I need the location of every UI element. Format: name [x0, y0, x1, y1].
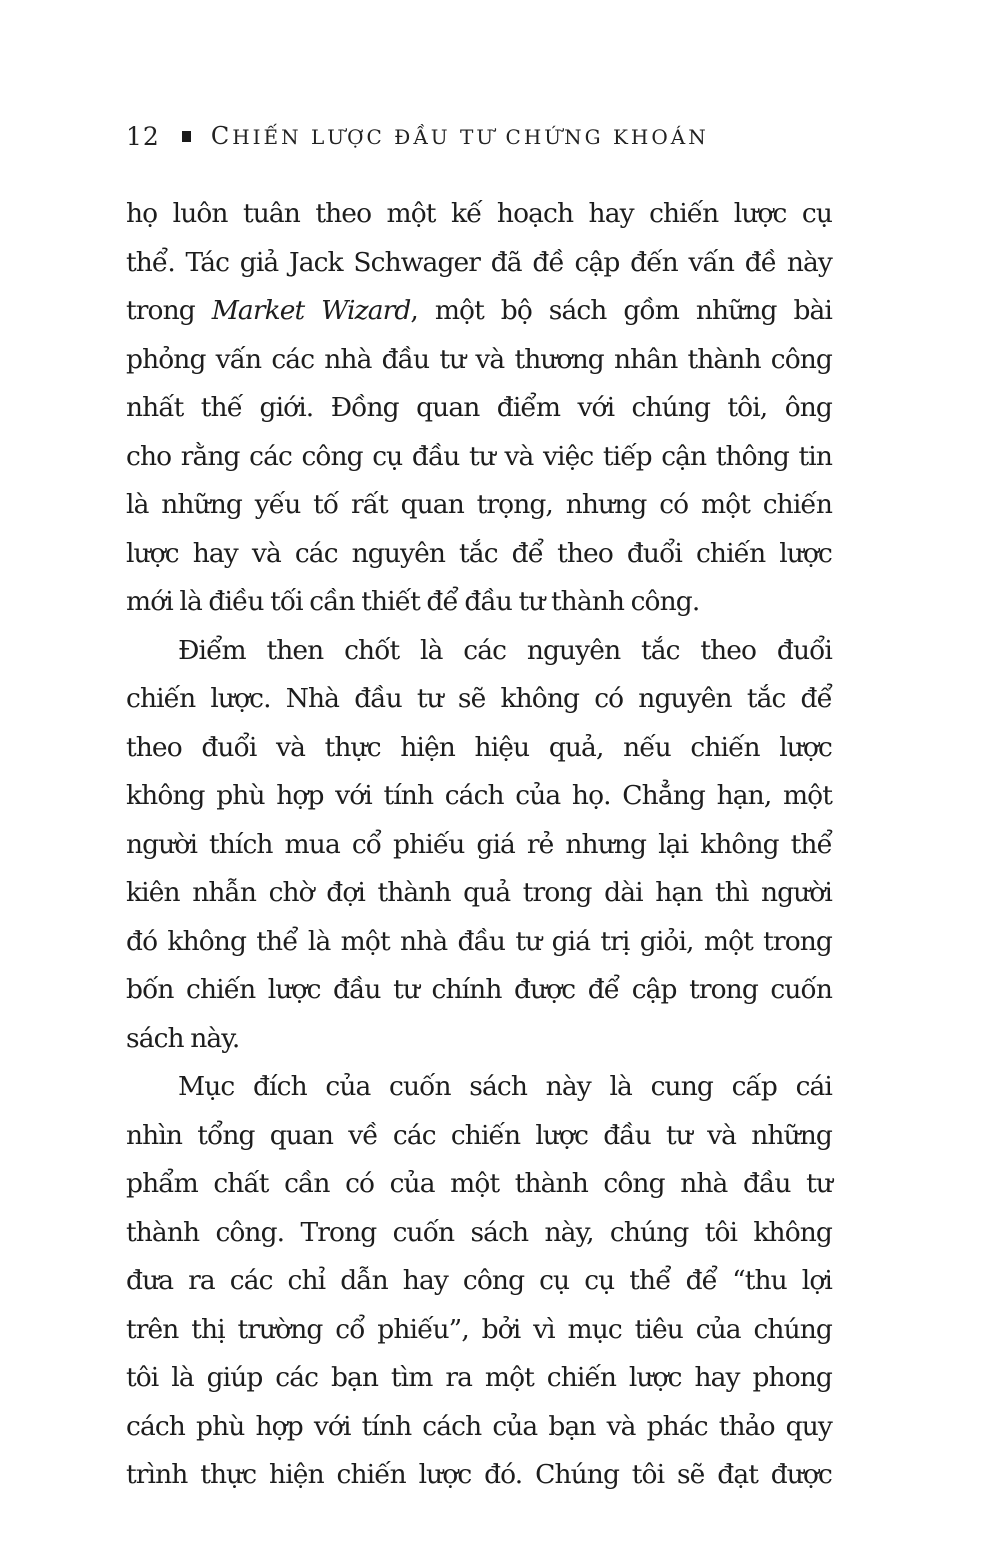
text-line: nhìn tổng quan về các chiến lược đầu tư và những	[126, 1119, 832, 1151]
page-number: 12	[126, 121, 160, 151]
text-line: cho rằng các công cụ đầu tư và việc tiếp cận thông tin	[126, 440, 832, 472]
text-line: lược hay và các nguyên tắc để theo đuổi chiến lược	[126, 537, 832, 569]
body-text	[126, 190, 832, 1500]
paragraph	[126, 1063, 832, 1500]
text-line: nhất thế giới. Đồng quan điểm với chúng tôi, ông	[126, 392, 832, 423]
text-line: phẩm chất cần có của một thành công nhà đầu tư	[126, 1168, 832, 1199]
text-line: tôi là giúp các bạn tìm ra một chiến lược hay phong	[126, 1362, 832, 1393]
text-line: mới là điều tối cần thiết để đầu tư thành công.	[126, 586, 700, 617]
text-line: Điểm then chốt là các nguyên tắc theo đuổi	[178, 634, 832, 666]
text-line: người thích mua cổ phiếu giá rẻ nhưng lại không thể	[126, 828, 832, 860]
text-line: là những yếu tố rất quan trọng, nhưng có một chiến	[126, 489, 832, 520]
text-line: họ luôn tuân theo một kế hoạch hay chiến lược cụ	[126, 198, 832, 229]
text-line: đưa ra các chỉ dẫn hay công cụ cụ thể để “thu lợi	[126, 1265, 832, 1296]
running-head	[126, 120, 709, 152]
text-line: sách này.	[126, 1022, 240, 1054]
book-title-italic: Market Wizard	[211, 295, 411, 326]
running-title: CHIẾN LƯỢC ĐẦU TƯ CHỨNG KHOÁN	[210, 122, 709, 150]
paragraph	[126, 190, 832, 627]
text-line: kiên nhẫn chờ đợi thành quả trong dài hạn thì người	[126, 877, 832, 908]
text-line	[126, 287, 832, 336]
text-line: chiến lược. Nhà đầu tư sẽ không có nguyên tắc để	[126, 683, 832, 714]
text-line: theo đuổi và thực hiện hiệu quả, nếu chiến lược	[126, 731, 832, 763]
text-line: bốn chiến lược đầu tư chính được để cập trong cuốn	[126, 974, 832, 1005]
text-line: không phù hợp với tính cách của họ. Chẳng hạn, một	[126, 780, 832, 811]
text-line: thể. Tác giả Jack Schwager đã đề cập đến vấn đề này	[126, 246, 832, 278]
text-run: trong	[126, 295, 212, 326]
text-line: đó không thể là một nhà đầu tư giá trị giỏi, một trong	[126, 925, 832, 957]
text-line: trên thị trường cổ phiếu”, bởi vì mục tiêu của chúng	[126, 1313, 832, 1345]
separator-square-icon	[182, 131, 191, 142]
text-line: phỏng vấn các nhà đầu tư và thương nhân thành công	[126, 343, 832, 375]
text-line: Mục đích của cuốn sách này là cung cấp cái	[178, 1071, 832, 1102]
text-line: thành công. Trong cuốn sách này, chúng tôi không	[126, 1216, 832, 1248]
paragraph	[126, 627, 832, 1064]
text-line: trình thực hiện chiến lược đó. Chúng tôi sẽ đạt được	[126, 1459, 832, 1490]
text-run: , một bộ sách gồm những bài	[410, 295, 832, 326]
text-line: cách phù hợp với tính cách của bạn và phác thảo quy	[126, 1410, 832, 1442]
